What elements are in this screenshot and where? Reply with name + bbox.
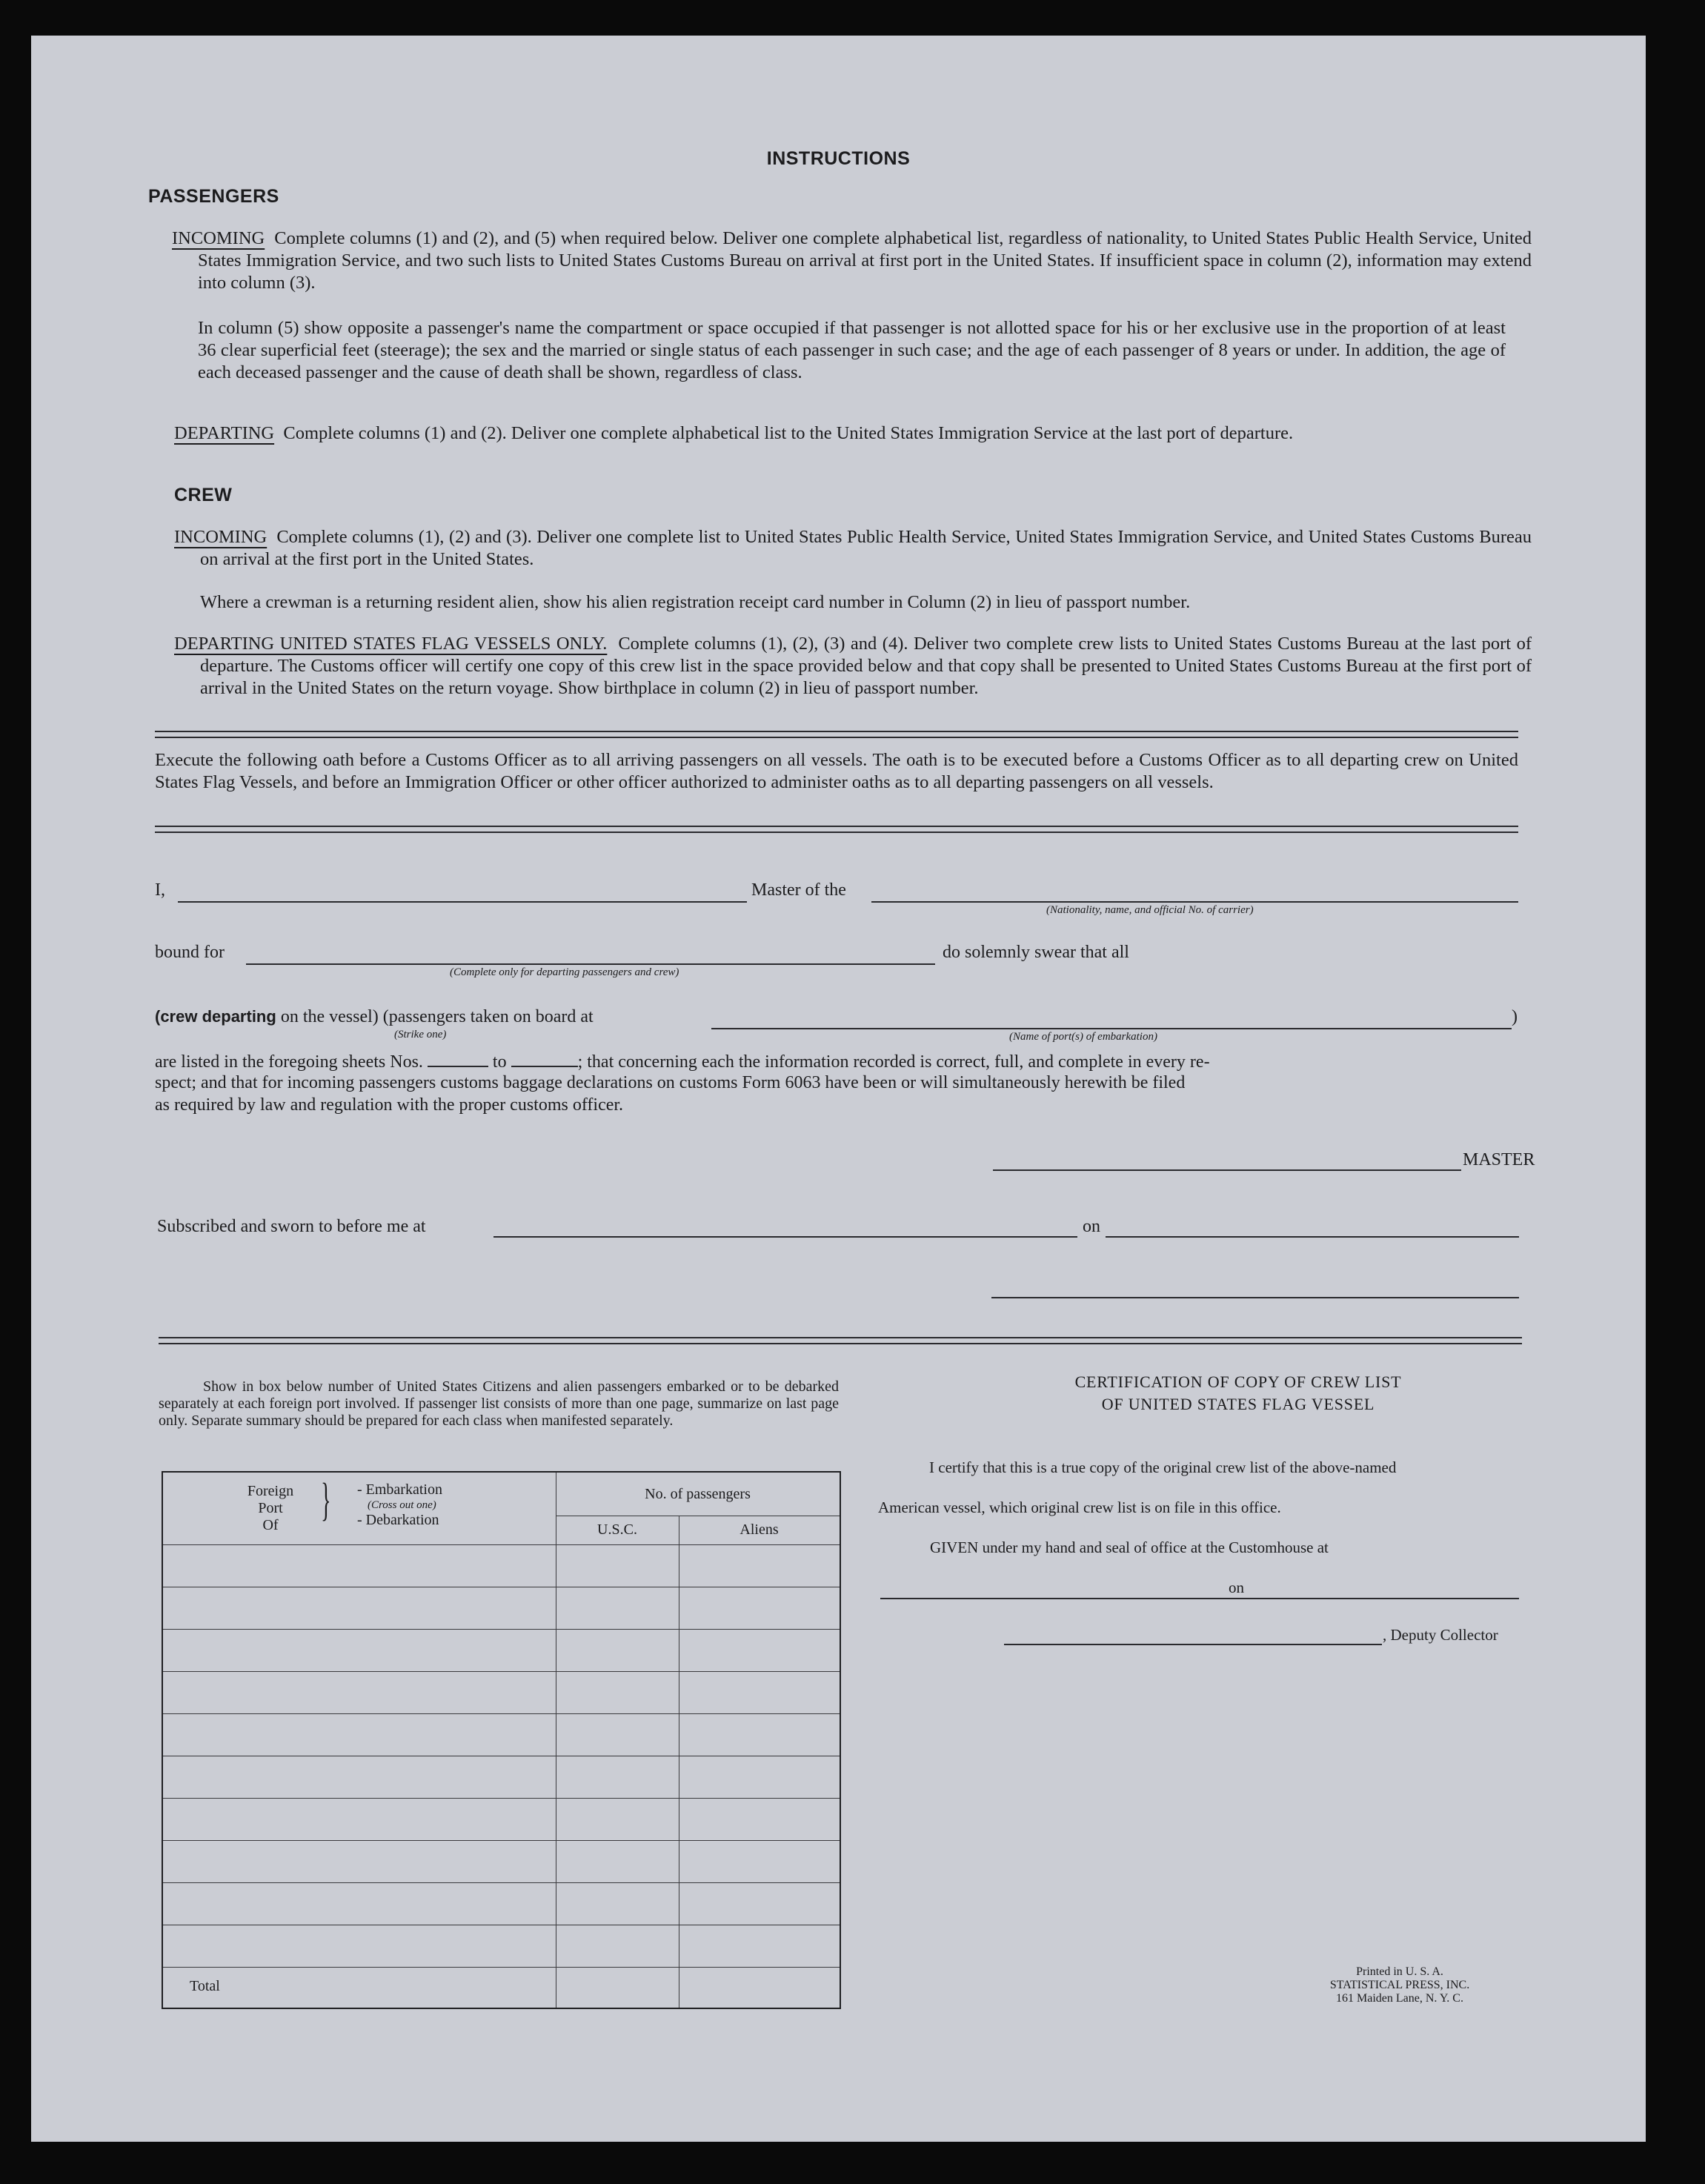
table-row: [163, 1967, 840, 1968]
table-row: [163, 1798, 840, 1799]
printer-line2: STATISTICAL PRESS, INC.: [1329, 1979, 1470, 1991]
crew-departing-instructions: [174, 633, 1532, 700]
listed-a: are listed in the foregoing sheets Nos.: [155, 1052, 423, 1072]
listed-to: to: [492, 1052, 507, 1072]
total-label: Total: [190, 1978, 220, 1994]
passengers-incoming-label: INCOMING: [172, 228, 265, 248]
sworn-on-label: on: [1083, 1217, 1100, 1236]
debarkation-option[interactable]: - Debarkation: [357, 1512, 439, 1528]
crew-departing-label: DEPARTING UNITED STATES FLAG VESSELS ONLY.: [174, 634, 608, 654]
strike-one-hint: (Strike one): [394, 1029, 447, 1040]
embarkation-option[interactable]: - Embarkation: [357, 1481, 442, 1498]
passenger-summary-table: [162, 1471, 841, 2009]
certify-line1: I certify that this is a true copy of the original crew list of the above-named: [929, 1458, 1397, 1476]
certify-line2: American vessel, which original crew list is on file in this office.: [878, 1498, 1281, 1516]
section-divider: [155, 731, 1518, 738]
passengers-incoming-instructions: [172, 228, 1532, 294]
master-label: MASTER: [1463, 1150, 1535, 1169]
swear-label: do solemnly swear that all: [943, 943, 1129, 962]
listed-b: ; that concerning each the information recorded is correct, full, and complete in every re-: [577, 1052, 1210, 1072]
certification-on-label: on: [1229, 1579, 1244, 1596]
officer-signature-field[interactable]: [991, 1297, 1519, 1298]
crew-heading: CREW: [174, 485, 233, 505]
table-row: [163, 1544, 840, 1545]
certification-title: [978, 1371, 1498, 1415]
ports-hint: (Name of port(s) of embarkation): [1009, 1031, 1157, 1043]
oath-line2: spect; and that for incoming passengers customs baggage declarations on customs Form 6063 have been or will simultaneously herewith be filed: [155, 1073, 1186, 1092]
oath-intro: Execute the following oath before a Customs Officer as to all arriving passengers on all vessels. The oath is to be executed before a Customs Officer as to all departing crew on United States Flag Vessels, and before an Immigration Officer or other officer authorized to administer oaths as to all departing passengers on all vessels.: [155, 750, 1518, 792]
deputy-collector-signature-field[interactable]: [1004, 1644, 1382, 1645]
crew-incoming-instructions: [174, 526, 1532, 571]
cross-out-hint: (Cross out one): [368, 1499, 436, 1511]
embarkation-ports-field[interactable]: [711, 1028, 1512, 1029]
subscribed-label: Subscribed and sworn to before me at: [157, 1217, 426, 1236]
certification-date-field[interactable]: [1251, 1598, 1519, 1599]
table-row: [163, 1671, 840, 1672]
passengers-incoming-text: Complete columns (1) and (2), and (5) when required below. Deliver one complete alphabetical list, regardless of nationality, to United States Public Health Service, United States Immigration Service, and two such lists to United States Customs Bureau on arrival at first port in the United States. If insufficient space in column (2), information may extend into column (3).: [198, 228, 1532, 293]
table-row: [163, 1840, 840, 1841]
usc-header: U.S.C.: [597, 1521, 637, 1538]
passengers-departing-label: DEPARTING: [174, 423, 275, 443]
given-line: GIVEN under my hand and seal of office at the Customhouse at: [930, 1539, 1329, 1556]
passengers-heading: PASSENGERS: [148, 186, 279, 207]
crew-departing-option[interactable]: (crew departing: [155, 1007, 276, 1026]
close-paren: ): [1512, 1007, 1518, 1026]
passengers-departing-instructions: [174, 422, 1532, 445]
printer-imprint: [1277, 1965, 1522, 2005]
printer-line1: Printed in U. S. A.: [1356, 1965, 1443, 1978]
carrier-field[interactable]: [871, 901, 1518, 903]
table-row: [163, 1629, 840, 1630]
sheet-to-field[interactable]: [511, 1051, 578, 1067]
deputy-collector-label: , Deputy Collector: [1383, 1626, 1498, 1644]
embark-debark-header: [357, 1481, 442, 1529]
master-name-field[interactable]: [178, 901, 747, 903]
bound-for-field[interactable]: [246, 963, 935, 965]
port-label: Port: [258, 1500, 283, 1516]
master-signature-field[interactable]: [993, 1169, 1461, 1171]
table-row: [163, 1882, 840, 1883]
crew-resident-text: Where a crewman is a returning resident alien, show his alien registration receipt card number in Column (2) in lieu of passport number.: [200, 592, 1191, 612]
no-of-passengers-header: No. of passengers: [645, 1486, 751, 1502]
crew-passengers-line: [155, 1007, 594, 1027]
table-row: [163, 1713, 840, 1714]
brace-glyph: }: [321, 1475, 331, 1525]
nationality-hint: (Nationality, name, and official No. of carrier): [1046, 904, 1254, 916]
bound-for-label: bound for: [155, 943, 225, 962]
certification-title-line2: OF UNITED STATES FLAG VESSEL: [1101, 1395, 1375, 1413]
customhouse-place-field[interactable]: [880, 1598, 1289, 1599]
crew-incoming-label: INCOMING: [174, 527, 267, 547]
summary-intro: Show in box below number of United States Citizens and alien passengers embarked or to be debarked separately at each foreign port involved. If passenger list consists of more than one page, summarize on last page only. Separate summary should be prepared for each class when manifested separately.: [159, 1378, 839, 1429]
crew-incoming-text: Complete columns (1), (2) and (3). Deliver one complete list to United States Public Health Service, United States Immigration Service, and United States Customs Bureau on arrival at the first port in the United States.: [200, 527, 1532, 569]
crew-departing-text: Complete columns (1), (2), (3) and (4). Deliver two complete crew lists to United States Customs Bureau at the last port of departure. The Customs officer will certify one copy of this crew list in the space provided below and that copy shall be presented to United States Customs Bureau at the first port of arrival in the United States on the return voyage. Show birthplace in column (2) in lieu of passport number.: [200, 634, 1532, 698]
complete-only-hint: (Complete only for departing passengers and crew): [450, 966, 679, 978]
oath-line3: as required by law and regulation with the proper customs officer.: [155, 1095, 624, 1115]
listed-line: [155, 1051, 1518, 1072]
oath-divider: [155, 826, 1518, 833]
foreign-label: Foreign: [247, 1483, 294, 1499]
certification-title-line1: CERTIFICATION OF COPY OF CREW LIST: [1074, 1373, 1402, 1391]
on-vessel-label: on the vessel): [280, 1007, 379, 1026]
oath-i-label: I,: [155, 880, 165, 900]
sworn-place-field[interactable]: [493, 1236, 1077, 1238]
passengers-taken-option[interactable]: (passengers taken on board at: [382, 1007, 594, 1026]
passengers-departing-text: Complete columns (1) and (2). Deliver one complete alphabetical list to the United States Immigration Service at the last port of departure.: [283, 423, 1294, 443]
lower-divider: [159, 1337, 1522, 1344]
sworn-date-field[interactable]: [1106, 1236, 1519, 1238]
of-label: Of: [262, 1517, 279, 1533]
foreign-port-header: [230, 1483, 311, 1534]
sheet-from-field[interactable]: [428, 1051, 488, 1067]
printer-line3: 161 Maiden Lane, N. Y. C.: [1336, 1992, 1463, 2005]
aliens-header: Aliens: [740, 1521, 779, 1538]
master-of-label: Master of the: [751, 880, 846, 900]
passengers-column5-text: In column (5) show opposite a passenger's name the compartment or space occupied if that passenger is not allotted space for his or her exclusive use in the proportion of at least 36 clear superficial feet (steerage); the sex and the married or single status of each passenger in such case; and the age of each passenger of 8 years or under. In addition, the age of each deceased passenger and the cause of death shall be shown, regardless of class.: [198, 318, 1506, 382]
page-title: INSTRUCTIONS: [766, 148, 911, 169]
form-sheet: [31, 36, 1646, 2142]
